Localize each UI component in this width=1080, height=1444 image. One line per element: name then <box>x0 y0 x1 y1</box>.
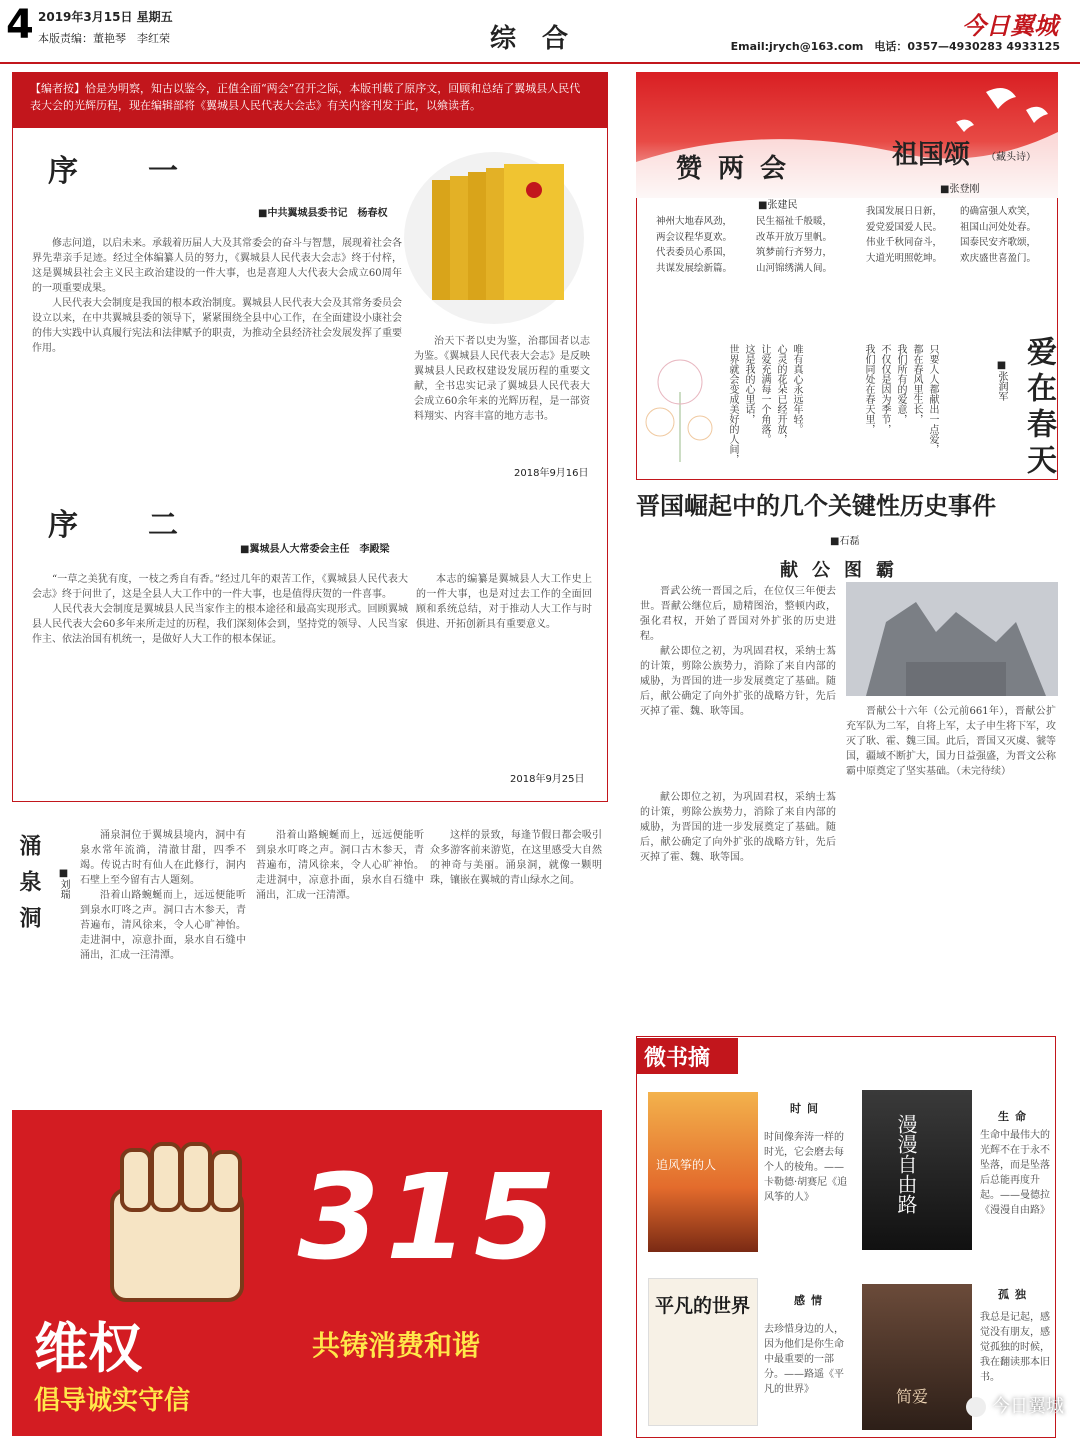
poem-line: 唯有真心永远年轻。 <box>791 344 802 434</box>
poem-line: 的确富强人欢笑， <box>960 206 1037 217</box>
fist-icon <box>82 1120 282 1320</box>
poster-slogan-2: 共铸消费和谐 <box>312 1329 481 1362</box>
preface1-date: 2018年9月16日 <box>514 468 589 479</box>
statue-photo <box>846 582 1058 696</box>
poster-315: 315 <box>297 1148 562 1286</box>
book-text: 生命中最伟大的光辉不在于永不坠落，而是坠落后总能再度升起。——曼德拉《漫漫自由路》 <box>980 1130 1050 1216</box>
poem-line: 这是我的心里话， <box>743 344 754 424</box>
book-title: 时间 <box>790 1102 824 1115</box>
spring-body-2 <box>256 828 424 1098</box>
preface1-byline: ■中共翼城县委书记 杨春权 <box>258 208 388 219</box>
poem-line: 筑梦前行齐努力， <box>756 247 833 258</box>
watermark-text: 今日翼城 <box>992 1396 1064 1417</box>
book-cover-label: 平凡的世界 <box>655 1295 751 1317</box>
poem-azct-title: 爱在春天 <box>1021 336 1056 480</box>
paragraph: 献公即位之初，为巩固君权，采纳士蒍的计策，剪除公族势力，消除了来自内部的威胁，为晋国的进一步发展奠定了基础。随后，献公确定了向外扩张的战略方针，先后灭掉了霍、魏、耿等国。 <box>640 792 836 863</box>
poem-azct-author: ■张润军 <box>996 360 1007 401</box>
history-body-2 <box>846 704 1056 1034</box>
spring-body-3 <box>430 828 602 1098</box>
poem-line: 两会议程华夏欢。 <box>656 231 733 243</box>
preface2-body <box>32 572 408 786</box>
page-number: 4 <box>6 2 34 48</box>
book-cover-long-walk <box>862 1090 972 1250</box>
poem-zlh-col1 <box>656 214 742 276</box>
book-text: 去珍惜身边的人，因为他们是你生命中最重要的一部分。——路遥《平凡的世界》 <box>764 1324 844 1395</box>
poem-zlh-col2 <box>756 214 842 276</box>
poem-line: 世界就会变成美好的人间， <box>727 344 738 464</box>
preface2-body-cont <box>416 572 592 760</box>
poem-line: 山河锦绣满人间。 <box>756 262 833 274</box>
poem-zgs-title: 祖国颂 <box>892 140 971 170</box>
poem-line: 心灵的花朵已经开放， <box>775 344 786 444</box>
editor-note: 【编者按】恰是为明察，知古以鉴今，正值全面“两会”召开之际，本版刊载了原序文，回顾和总结了翼城县人民代表大会的光辉历程，现在编辑部将《翼城县人民代表大会志》有关内容刊发于此，以飨读者。 <box>12 72 608 128</box>
history-body-1 <box>640 584 836 784</box>
paragraph: 晋武公统一晋国之后，在位仅三年便去世。晋献公继位后，励精图治，整顿内政，强化君权，开始了晋国对外扩张的历史进程。 <box>640 586 836 642</box>
poem-line: 民生福祉千般暖， <box>756 216 833 227</box>
issue-date: 2019年3月15日 星期五 <box>38 10 173 24</box>
book-cover-label: 追风筝的人 <box>656 1158 717 1172</box>
poem-zlh-author: ■张建民 <box>758 200 798 211</box>
poem-line: 让爱充满每一个角落。 <box>759 344 770 444</box>
book-text: 时间像奔涛一样的时光，它会磨去每个人的棱角。——卡勒德·胡赛尼《追风筝的人》 <box>764 1132 848 1203</box>
poem-zlh-title: 赞两会 <box>676 154 803 184</box>
poem-line: 爱党爱国爱人民。 <box>866 221 943 233</box>
preface2-title: 序二 <box>48 508 248 543</box>
poem-line: 我们所有的爱意， <box>895 344 906 424</box>
paragraph: 这样的景致，每逢节假日都会吸引众多游客前来游览，在这里感受大自然的神奇与美丽。涌泉洞，就像一颗明珠，镶嵌在翼城的青山绿水之间。 <box>430 830 602 886</box>
poem-zgs-subtitle: （藏头诗） <box>986 152 1036 163</box>
masthead <box>0 0 1080 64</box>
history-body-3 <box>640 790 836 1034</box>
poem-line: 改革开放万里帆。 <box>756 231 833 243</box>
section-title: 综合 <box>490 24 595 54</box>
paragraph: 沿着山路蜿蜒而上，远远便能听到泉水叮咚之声。洞口古木参天，青苔遍布，清风徐来，令人心旷神怡。走进洞中，凉意扑面，泉水自石缝中涌出，汇成一汪清潭。 <box>80 890 246 961</box>
poem-zgs-col1 <box>866 204 952 266</box>
book-title: 生命 <box>998 1110 1032 1123</box>
book-title: 感情 <box>794 1294 828 1307</box>
paragraph: 修志问道，以启未来。承载着历届人大及其常委会的奋斗与智慧，展现着社会各界先辈亲手足迹。经过全体编纂人员的努力，《翼城县人民代表大会志》终于付梓，这是翼城县社会主义民主政治建设的一件大事，也是喜迎人大代表大会成立60周年的一项重要成果。 <box>32 238 402 294</box>
paragraph: 晋献公十六年（公元前661年），晋献公扩充军队为二军，自将上军，太子申生将下军，攻灭了耿、霍、魏三国。此后，晋国又灭虞、虢等国，疆域不断扩大，国力日益强盛，为晋文公称霸中原奠定了坚实基础。（未完待续） <box>846 706 1056 777</box>
poem-line: 神州大地春风劲， <box>656 216 733 227</box>
book-cover-label: 简爱 <box>896 1387 929 1406</box>
dandelion-icon <box>640 332 720 462</box>
poem-azct-col1 <box>724 344 804 474</box>
paragraph: 人民代表大会制度是我国的根本政治制度。翼城县人民代表大会及其常务委员会设立以来，在中共翼城县委的领导下，紧紧围绕全县中心工作，在全面建设小康社会的伟大实践中认真履行宪法和法律赋予的职责，为推动全县经济社会发展发挥了重要作用。 <box>32 298 402 354</box>
consumer-rights-poster <box>12 1110 602 1436</box>
book-cover-jane-eyre <box>862 1284 972 1430</box>
book-cover-ordinary-world <box>648 1278 758 1426</box>
poem-line: 欢庆盛世喜盈门。 <box>960 252 1037 264</box>
history-byline: ■石磊 <box>830 536 860 547</box>
poem-line: 不仅仅是因为季节， <box>879 344 890 434</box>
paragraph: 本志的编纂是翼城县人大工作史上的一件大事，也是对过去工作的全面回顾和系统总结，对于推动人大工作与时俱进、开拓创新具有重要意义。 <box>416 574 592 630</box>
poem-line: 都在春风里生长， <box>911 344 922 424</box>
poem-line: 伟业千秋同奋斗， <box>866 237 943 248</box>
history-headline: 晋国崛起中的几个关键性历史事件 <box>636 491 996 520</box>
paragraph: 治天下者以史为鉴，治郡国者以志为鉴。《翼城县人民代表大会志》是反映翼城县人民政权建设发展历程的重要文献，全书忠实记录了翼城县人民代表大会成立60余年来的光辉历程，是一部资料翔实、内容丰富的地方志书。 <box>414 336 590 422</box>
history-subhead: 献公图霸 <box>780 560 908 581</box>
brand-logo: 今日翼城 <box>962 11 1058 40</box>
paragraph: 沿着山路蜿蜒而上，远远便能听到泉水叮咚之声。洞口古木参天，青苔遍布，清风徐来，令人心旷神怡。走进洞中，凉意扑面，泉水自石缝中涌出，汇成一汪清潭。 <box>256 830 424 901</box>
spring-title: 涌泉洞 <box>16 834 42 942</box>
paragraph: 人民代表大会制度是翼城县人民当家作主的根本途径和最高实现形式。回顾翼城县人民代表大会60多年来所走过的历程，我们深刻体会到，坚持党的领导、人民当家作主、依法治国有机统一，是做好人大工作的根本保证。 <box>32 604 408 645</box>
book-title: 孤独 <box>998 1288 1032 1301</box>
poem-azct-col2 <box>860 344 940 474</box>
poem-line: 国泰民安齐歌颂， <box>960 237 1037 248</box>
wechat-icon <box>966 1397 986 1417</box>
book-cover-label: 漫漫自由路 <box>894 1114 918 1214</box>
wechat-watermark <box>966 1392 1064 1418</box>
preface2-date: 2018年9月25日 <box>510 774 585 785</box>
poem-line: 共谋发展绘新篇。 <box>656 262 733 274</box>
spring-body-1 <box>80 828 246 1098</box>
poem-line: 祖国山河处处春。 <box>960 221 1037 233</box>
poem-line: 我们同处在春天里， <box>863 344 874 434</box>
paragraph: “一草之美犹有度，一枝之秀自有香。”经过几年的艰苦工作，《翼城县人民代表大会志》终于问世了，这是全县人大工作中的一件大事，也是值得庆贺的一件喜事。 <box>32 574 408 600</box>
paragraph: 献公即位之初，为巩固君权，采纳士蒍的计策，剪除公族势力，消除了来自内部的威胁，为晋国的进一步发展奠定了基础。随后，献公确定了向外扩张的战略方针，先后灭掉了霍、魏、耿等国。 <box>640 646 836 717</box>
poem-line: 我国发展日日新， <box>866 206 943 217</box>
poem-zgs-author: ■张登刚 <box>940 184 980 195</box>
poem-zgs-col2 <box>960 204 1046 266</box>
book-text: 我总是记起，感觉没有朋友，感觉孤独的时候，我在翻读那本旧书。 <box>980 1312 1050 1383</box>
book-photo <box>404 150 584 325</box>
book-cover-kite-runner <box>648 1092 758 1252</box>
poster-title: 维权 <box>34 1317 142 1380</box>
paragraph: 涌泉洞位于翼城县境内，洞中有泉水常年流淌，清澈甘甜，四季不竭。传说古时有仙人在此修行，洞内石壁上至今留有古人题刻。 <box>80 830 246 886</box>
poem-line: 大道光明照乾坤。 <box>866 252 943 264</box>
contact-info: Email:jrych@163.com 电话：0357—4930283 4933125 <box>730 40 1060 53</box>
book-extract-tag: 微书摘 <box>636 1038 738 1074</box>
poem-line: 只要人人都献出一点爱， <box>927 344 938 454</box>
poem-line: 代表委员心系国， <box>656 247 733 258</box>
preface1-title: 序一 <box>48 154 248 189</box>
page-editors: 本版责编：董艳琴 李红荣 <box>38 32 170 45</box>
preface1-body <box>32 236 402 468</box>
spring-author: ■刘瑞 <box>58 868 69 899</box>
preface1-body-cont <box>414 334 590 468</box>
poster-slogan-1: 倡导诚实守信 <box>34 1386 191 1416</box>
preface2-byline: ■翼城县人大常委会主任 李殿梁 <box>240 544 390 555</box>
